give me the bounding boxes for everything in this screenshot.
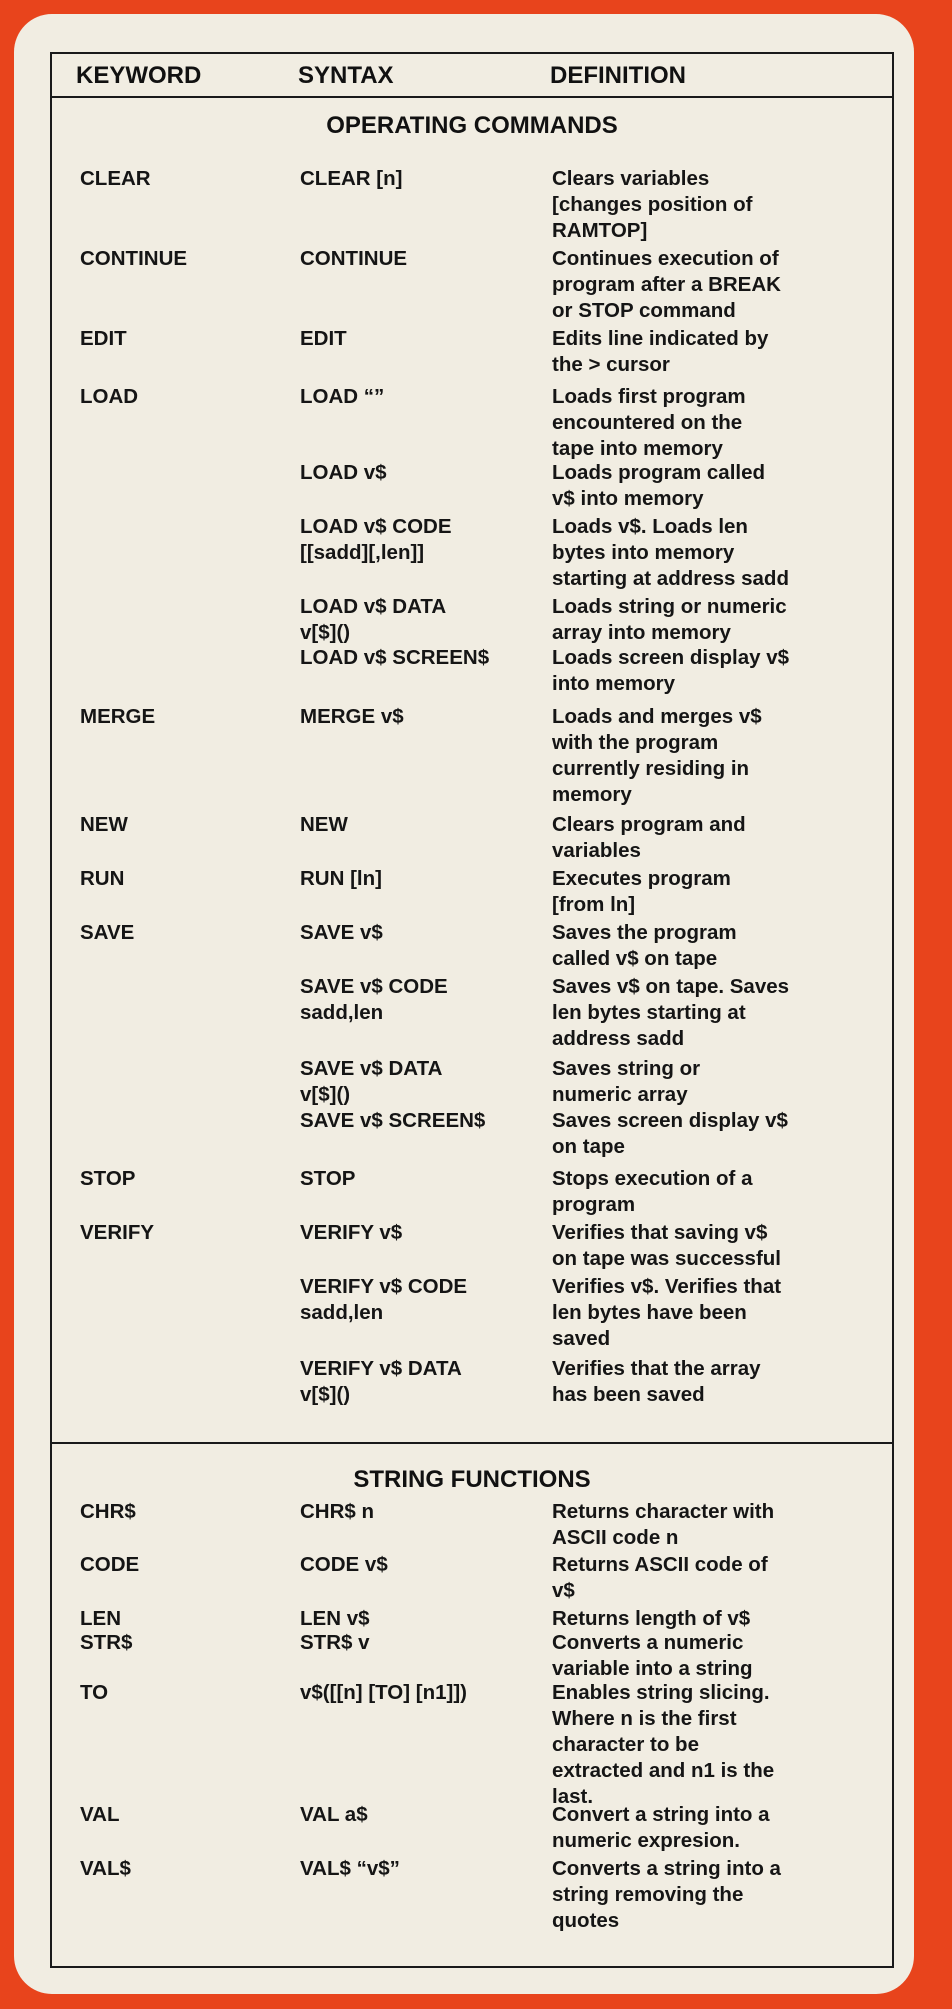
keyword-cell: CHR$ bbox=[80, 1500, 136, 1523]
definition-cell: Verifies v$. Verifies that len bytes have been saved bbox=[552, 1275, 782, 1350]
syntax-cell: LEN v$ bbox=[300, 1607, 370, 1630]
keyword-cell: TO bbox=[80, 1681, 109, 1704]
section-title-string-functions: STRING FUNCTIONS bbox=[353, 1466, 591, 1493]
syntax-cell: EDIT bbox=[300, 327, 347, 350]
definition-cell: Loads program called v$ into memory bbox=[552, 461, 766, 510]
definition-cell: Returns character with ASCII code n bbox=[552, 1500, 775, 1549]
syntax-cell: VAL$ “v$” bbox=[300, 1857, 400, 1880]
definition-cell: Saves v$ on tape. Saves len bytes starting at address sadd bbox=[552, 975, 790, 1050]
definition-cell: Stops execution of a program bbox=[552, 1167, 753, 1216]
keyword-cell: LEN bbox=[80, 1607, 121, 1630]
header-definition: DEFINITION bbox=[550, 62, 686, 89]
syntax-cell: CODE v$ bbox=[300, 1553, 388, 1576]
keyword-cell: NEW bbox=[80, 813, 128, 836]
syntax-cell: CONTINUE bbox=[300, 247, 408, 270]
definition-cell: Edits line indicated by the > cursor bbox=[552, 327, 769, 376]
syntax-cell: VERIFY v$ bbox=[300, 1221, 403, 1244]
syntax-cell: VERIFY v$ CODE sadd,len bbox=[300, 1275, 468, 1324]
syntax-cell: LOAD v$ DATA v[$]() bbox=[300, 595, 447, 644]
syntax-cell: LOAD “” bbox=[300, 385, 385, 408]
syntax-cell: v$([[n] [TO] [n1]]) bbox=[300, 1681, 468, 1704]
definition-cell: Returns ASCII code of v$ bbox=[552, 1553, 768, 1602]
definition-cell: Convert a string into a numeric expresion. bbox=[552, 1803, 770, 1852]
keyword-cell: LOAD bbox=[80, 385, 139, 408]
header-keyword: KEYWORD bbox=[76, 62, 202, 89]
keyword-cell: EDIT bbox=[80, 327, 127, 350]
definition-cell: Verifies that saving v$ on tape was successful bbox=[552, 1221, 782, 1270]
syntax-cell: CHR$ n bbox=[300, 1500, 375, 1523]
keyword-cell: CLEAR bbox=[80, 167, 151, 190]
table-header bbox=[52, 54, 892, 98]
definition-cell: Converts a string into a string removing the quotes bbox=[552, 1857, 781, 1932]
definition-cell: Returns length of v$ bbox=[552, 1607, 751, 1630]
definition-cell: Loads and merges v$ with the program currently residing in memory bbox=[552, 705, 762, 806]
syntax-cell: SAVE v$ SCREEN$ bbox=[300, 1109, 486, 1132]
section-title-operating-commands: OPERATING COMMANDS bbox=[326, 112, 618, 139]
definition-cell: Saves the program called v$ on tape bbox=[552, 921, 737, 970]
syntax-cell: LOAD v$ CODE [[sadd][,len]] bbox=[300, 515, 452, 564]
definition-cell: Loads v$. Loads len bytes into memory starting at address sadd bbox=[552, 515, 789, 590]
syntax-cell: SAVE v$ DATA v[$]() bbox=[300, 1057, 443, 1106]
syntax-cell: CLEAR [n] bbox=[300, 167, 403, 190]
definition-cell: Loads first program encountered on the tape into memory bbox=[552, 385, 746, 460]
keyword-cell: MERGE bbox=[80, 705, 156, 728]
keyword-cell: STR$ bbox=[80, 1631, 133, 1654]
definition-cell: Saves screen display v$ on tape bbox=[552, 1109, 788, 1158]
keyword-cell: SAVE bbox=[80, 921, 135, 944]
definition-cell: Clears variables [changes position of RAMTOP] bbox=[552, 167, 753, 242]
definition-cell: Saves string or numeric array bbox=[552, 1057, 701, 1106]
syntax-cell: SAVE v$ bbox=[300, 921, 383, 944]
syntax-cell: STOP bbox=[300, 1167, 356, 1190]
keyword-cell: VAL bbox=[80, 1803, 120, 1826]
definition-cell: Enables string slicing. Where n is the first character to be extracted and n1 is the last. bbox=[552, 1681, 775, 1808]
syntax-cell: LOAD v$ SCREEN$ bbox=[300, 646, 490, 669]
keyword-cell: RUN bbox=[80, 867, 125, 890]
section-divider bbox=[52, 1442, 892, 1444]
keyword-cell: VAL$ bbox=[80, 1857, 131, 1880]
definition-cell: Continues execution of program after a BREAK or STOP command bbox=[552, 247, 781, 322]
syntax-cell: NEW bbox=[300, 813, 348, 836]
syntax-cell: VERIFY v$ DATA v[$]() bbox=[300, 1357, 462, 1406]
header-syntax: SYNTAX bbox=[298, 62, 394, 89]
syntax-cell: STR$ v bbox=[300, 1631, 370, 1654]
definition-cell: Executes program [from ln] bbox=[552, 867, 731, 916]
reference-card bbox=[14, 14, 914, 1994]
definition-cell: Verifies that the array has been saved bbox=[552, 1357, 761, 1406]
definition-cell: Converts a numeric variable into a string bbox=[552, 1631, 753, 1680]
syntax-cell: SAVE v$ CODE sadd,len bbox=[300, 975, 448, 1024]
keyword-cell: STOP bbox=[80, 1167, 136, 1190]
syntax-cell: VAL a$ bbox=[300, 1803, 368, 1826]
reference-table bbox=[50, 52, 894, 1968]
syntax-cell: MERGE v$ bbox=[300, 705, 404, 728]
definition-cell: Loads screen display v$ into memory bbox=[552, 646, 790, 695]
definition-cell: Clears program and variables bbox=[552, 813, 746, 862]
keyword-cell: CONTINUE bbox=[80, 247, 188, 270]
syntax-cell: LOAD v$ bbox=[300, 461, 387, 484]
definition-cell: Loads string or numeric array into memory bbox=[552, 595, 787, 644]
keyword-cell: VERIFY bbox=[80, 1221, 155, 1244]
syntax-cell: RUN [ln] bbox=[300, 867, 382, 890]
keyword-cell: CODE bbox=[80, 1553, 140, 1576]
